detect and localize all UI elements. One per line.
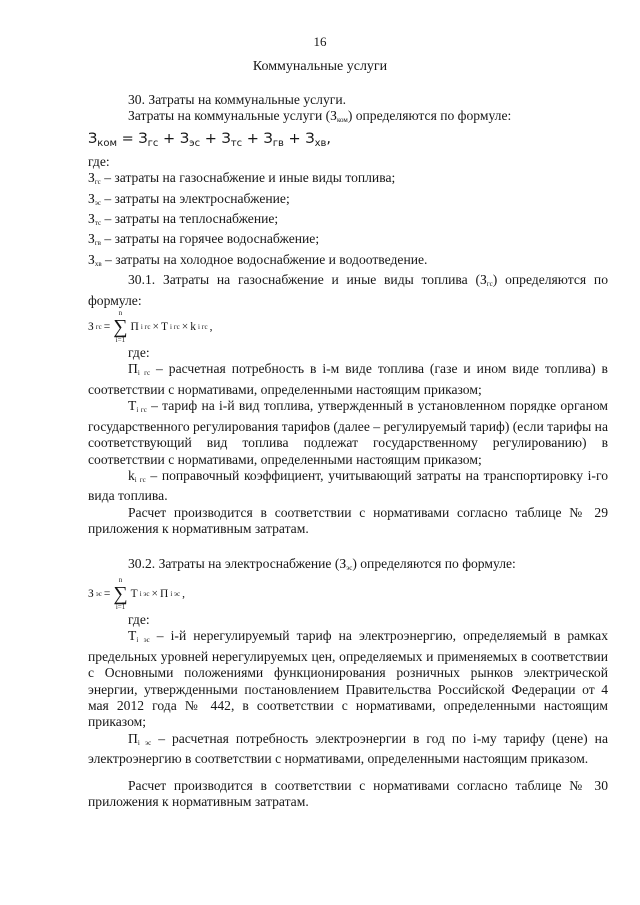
sum-operator: n ∑ i=1 xyxy=(113,575,128,611)
formula-electricity: З эс = n ∑ i=1 Т i эс × П i эс , xyxy=(88,575,185,611)
definition-gas-tariff: $Т_{i гс}$ – тариф на i-й вид топлива, утвержденный в установленном порядке органом государственного регулирования тарифов (далее – регулируемый тариф) (если тарифы на соответствующий вид топлива подлежат государственному регулированию) в соответствии с нормативами, определенными настоящим приказом; xyxy=(88,398,608,467)
clause-30-2-intro: 30.2. Затраты на электроснабжение $(З_{эс})$ определяются по формуле: xyxy=(128,555,516,572)
definition-cold-water: $З_{хв}$ – затраты на холодное водоснабжение и водоотведение. xyxy=(88,251,428,268)
page-number: 16 xyxy=(313,34,327,49)
definition-hot-water: $З_{гв}$ – затраты на горячее водоснабжение; xyxy=(88,231,320,248)
definition-electricity-demand: $П_{i эс}$ – расчетная потребность электроэнергии в год по i-му тарифу (цене) на электроэнергию в соответствии с нормативами, определенными настоящим приказом. xyxy=(88,730,608,767)
definition-gas-demand: $П_{i гс}$ – расчетная потребность в i-м виде топлива (газе и ином виде топлива) в соответствии с нормативами, определенными настоящим приказом; xyxy=(88,361,608,397)
document-body xyxy=(88,92,608,810)
sum-operator: n ∑ i=1 xyxy=(113,309,128,345)
formula-total-utilities: $З_{ком} = З_{гс} + З_{эс} + З_{тс} + З_{гв} + З_{хв}$, xyxy=(88,130,332,149)
where-label: где: xyxy=(88,153,110,169)
where-label: где: xyxy=(128,611,150,627)
where-label: где: xyxy=(128,345,150,361)
clause-30-1-intro: 30.1. Затраты на газоснабжение и иные виды топлива $(З_{гс})$ определяются по формуле: xyxy=(88,272,608,308)
clause-30-intro: Затраты на коммунальные услуги $(З_{ком})$ определяются по формуле: xyxy=(128,108,512,125)
section-title: Коммунальные услуги xyxy=(252,59,388,74)
formula-gas: З гс = n ∑ i=1 П i гс × Т i гс × k i гс , xyxy=(88,309,213,345)
definition-electricity: $З_{эс}$ – затраты на электроснабжение; xyxy=(88,190,290,207)
definition-heat: $З_{тс}$ – затраты на теплоснабжение; xyxy=(88,211,279,228)
definition-electricity-tariff: $Т_{i эс} - i-й$ нерегулируемый тариф на электроэнергию, определяемый в рамках предельных уровней нерегулируемых цен, определяемых и применяемых в соответствии с Основными положениями функционирования розничных рынков электрической энергии, утвержденными постановлением Правительства Российской Федерации от 4 мая 2012 года № 442, в соответствии с нормативами, определенными настоящим приказом; xyxy=(88,628,608,730)
clause-30-heading: 30. Затраты на коммунальные услуги. xyxy=(128,92,347,107)
calculation-note-29: Расчет производится в соответствии с нормативами согласно таблице № 29 приложения к нормативным затратам. xyxy=(88,504,608,537)
definition-gas-coefficient: $k_{i гс}$ – поправочный коэффициент, учитывающий затраты на транспортировку i-го вида топлива. xyxy=(88,467,608,504)
definition-gas: $З_{гс}$ – затраты на газоснабжение и иные виды топлива; xyxy=(88,170,396,187)
calculation-note-30: Расчет производится в соответствии с нормативами согласно таблице № 30 приложения к нормативным затратам. xyxy=(88,777,608,809)
